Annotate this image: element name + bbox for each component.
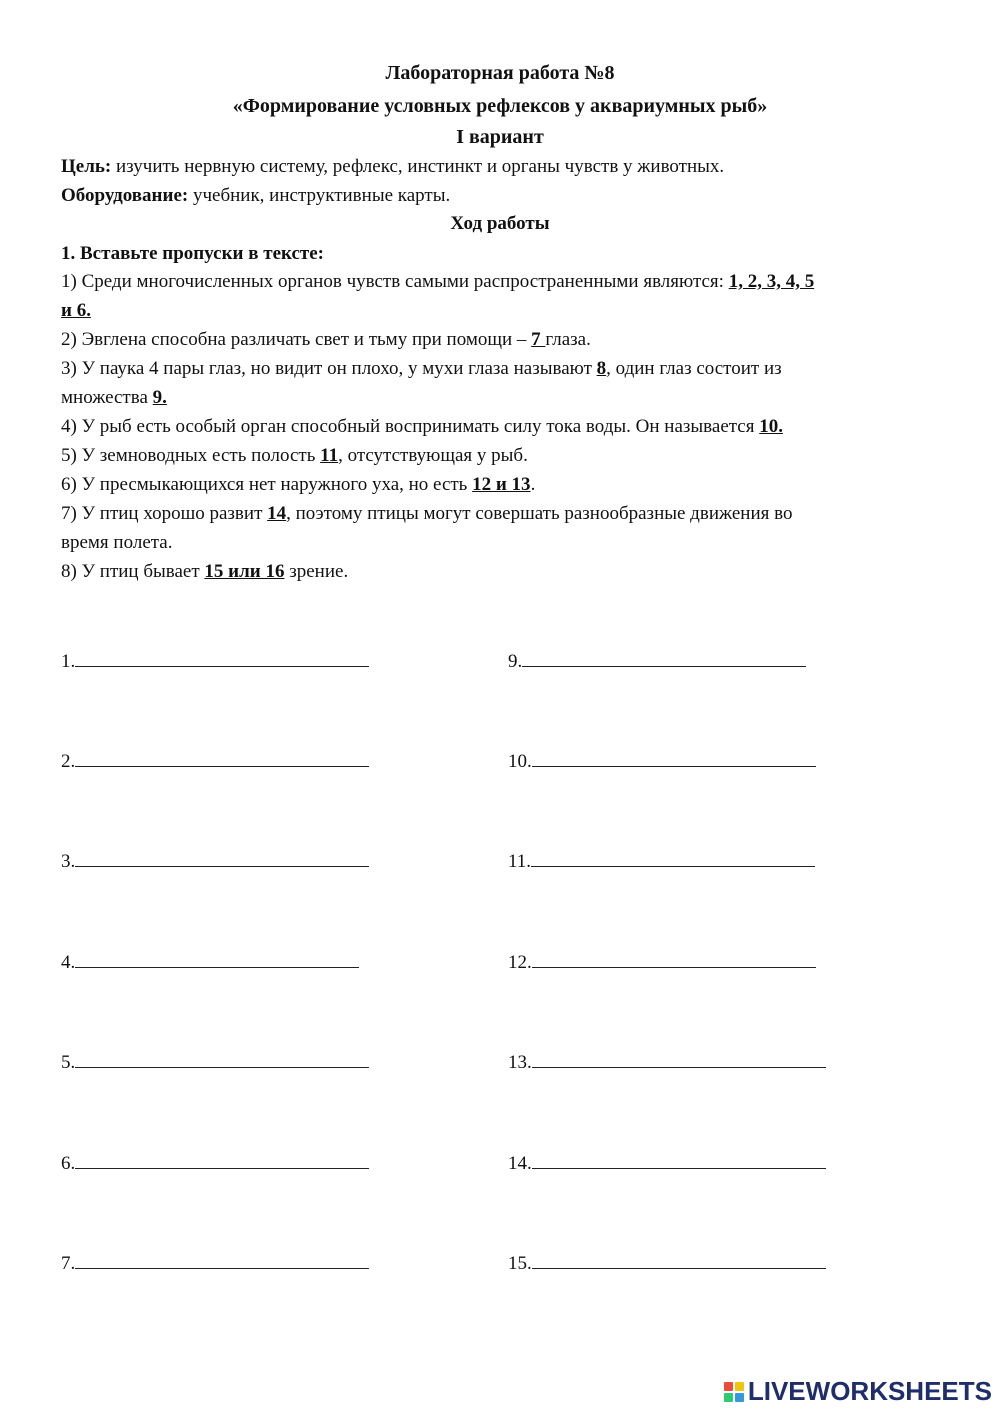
logo-text: LIVEWORKSHEETS [747, 1376, 992, 1406]
answer-blank[interactable] [75, 1250, 369, 1269]
sentence-7: 7) У птиц хорошо развит 14, поэтому птицы могут совершать разнообразные движения во [61, 503, 793, 524]
answer-blank[interactable] [75, 848, 369, 867]
answer-blank[interactable] [532, 949, 816, 968]
sentence-5: 5) У земноводных есть полость 11, отсутствующая у рыб. [61, 445, 528, 466]
answer-blank[interactable] [532, 1150, 826, 1169]
answer-field-10[interactable]: 10. [508, 748, 816, 773]
answer-field-14[interactable]: 14. [508, 1150, 826, 1175]
blank-ref: 15 или 16 [204, 561, 285, 582]
answer-field-1[interactable]: 1. [61, 648, 369, 673]
sentence-7-cont: время полета. [61, 532, 173, 553]
blank-ref: 11 [320, 445, 339, 466]
answer-field-11[interactable]: 11. [508, 848, 815, 873]
sentence-1-cont [61, 296, 941, 325]
page-title: Лабораторная работа №8 [385, 62, 615, 84]
sentence-1: 1) Среди многочисленных органов чувств самыми распространенными являются: 1, 2, 3, 4, 5 [61, 271, 815, 292]
liveworksheets-logo [724, 1376, 992, 1407]
answer-blank[interactable] [532, 748, 816, 767]
blank-ref: и 6. [61, 300, 91, 321]
blank-ref: 14 [267, 503, 287, 524]
answer-blank[interactable] [75, 748, 369, 767]
answer-field-7[interactable]: 7. [61, 1250, 369, 1275]
sentence-8: 8) У птиц бывает 15 или 16 зрение. [61, 561, 349, 582]
answer-field-2[interactable]: 2. [61, 748, 369, 773]
sentence-3-cont: множества 9. [61, 387, 167, 408]
answer-field-15[interactable]: 15. [508, 1250, 826, 1275]
answer-blank[interactable] [532, 1250, 826, 1269]
sentence-2: 2) Эвглена способна различать свет и тьму при помощи – 7 глаза. [61, 329, 591, 350]
sentence-4: 4) У рыб есть особый орган способный воспринимать силу тока воды. Он называется 10. [61, 416, 783, 437]
goal-text: изучить нервную систему, рефлекс, инстинкт и органы чувств у животных. [111, 156, 725, 177]
equipment-text: учебник, инструктивные карты. [188, 185, 451, 206]
answer-blank[interactable] [532, 1049, 826, 1068]
equipment-label: Оборудование: [61, 185, 189, 206]
goal-label: Цель: [61, 156, 112, 177]
answer-blank[interactable] [75, 949, 359, 968]
blank-ref: 12 и 13 [472, 474, 531, 495]
task1-title: 1. Вставьте пропуски в тексте: [61, 243, 325, 264]
blank-ref: 9. [152, 387, 167, 408]
answer-field-9[interactable]: 9. [508, 648, 806, 673]
answer-blank[interactable] [75, 1150, 369, 1169]
answer-field-5[interactable]: 5. [61, 1049, 369, 1074]
blank-ref: 8 [596, 358, 607, 379]
answer-blank[interactable] [531, 848, 815, 867]
answer-field-3[interactable]: 3. [61, 848, 369, 873]
answer-field-4[interactable]: 4. [61, 949, 359, 974]
blank-ref: 1, 2, 3, 4, 5 [728, 271, 815, 292]
answer-blank[interactable] [522, 648, 806, 667]
sentence-3: 3) У паука 4 пары глаз, но видит он плохо, у мухи глаза называют 8, один глаз состоит из [61, 358, 782, 379]
procedure-title: Ход работы [450, 213, 550, 234]
blank-ref: 7 [531, 329, 546, 350]
answer-field-6[interactable]: 6. [61, 1150, 369, 1175]
blank-ref: 10. [759, 416, 783, 437]
answer-field-13[interactable]: 13. [508, 1049, 826, 1074]
equipment-line [61, 181, 941, 210]
answer-field-12[interactable]: 12. [508, 949, 816, 974]
sentence-6: 6) У пресмыкающихся нет наружного уха, но есть 12 и 13. [61, 474, 536, 495]
logo-cubes-icon [724, 1382, 744, 1402]
goal-line [61, 152, 941, 181]
answer-blank[interactable] [75, 1049, 369, 1068]
variant-label: I вариант [456, 126, 544, 148]
page-subtitle: «Формирование условных рефлексов у аквариумных рыб» [232, 95, 768, 117]
answer-blank[interactable] [75, 648, 369, 667]
